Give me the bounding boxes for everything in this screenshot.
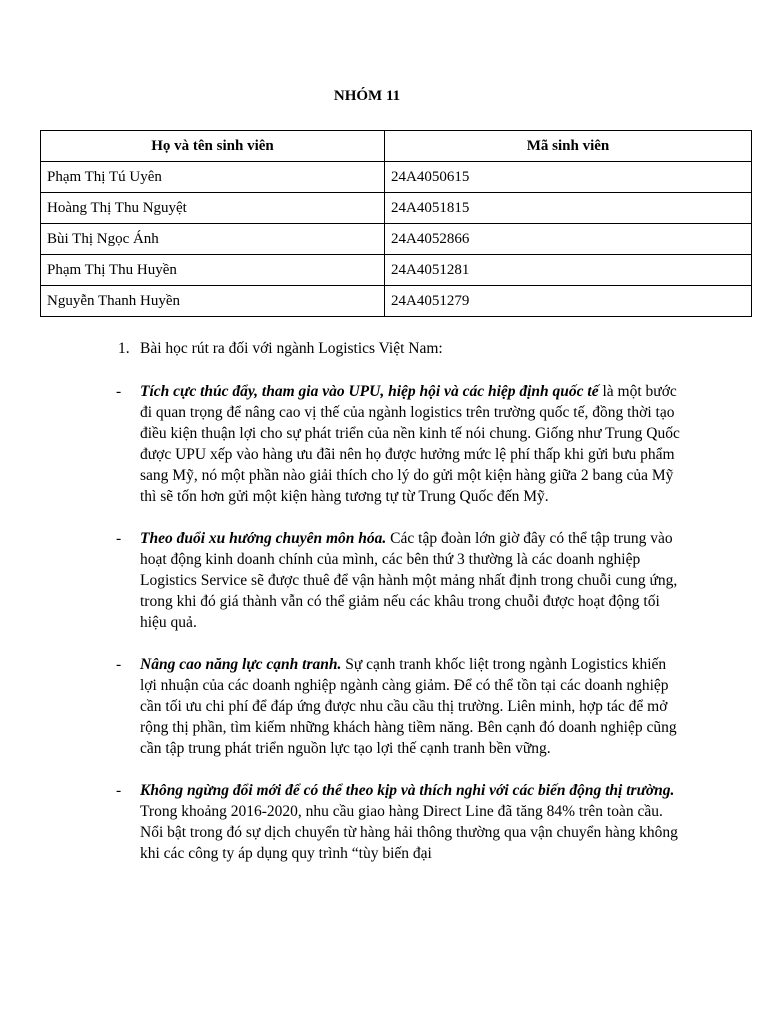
student-name-cell: Phạm Thị Thu Huyền	[41, 255, 385, 286]
student-name-cell: Nguyễn Thanh Huyền	[41, 286, 385, 317]
list-number: 1.	[118, 340, 130, 357]
bullet-item	[116, 780, 680, 864]
bullet-lead-text: Theo đuổi xu hướng chuyên môn hóa.	[140, 530, 387, 547]
table-row	[41, 193, 752, 224]
bullet-list	[116, 381, 680, 885]
student-id-cell: 24A4050615	[385, 162, 752, 193]
bullet-body-text: Trong khoảng 2016-2020, nhu cầu giao hàng Direct Line đã tăng 84% trên toàn cầu. Nổi bật trong đó sự dịch chuyển từ hàng hải thông thường qua vận chuyển hàng không khi các công ty áp dụng quy trình “tùy biến đại	[140, 803, 678, 862]
bullet-item	[116, 381, 680, 507]
table-row	[41, 286, 752, 317]
student-table	[40, 130, 752, 317]
bullet-lead-text: Nâng cao năng lực cạnh tranh.	[140, 656, 342, 673]
student-name-cell: Hoàng Thị Thu Nguyệt	[41, 193, 385, 224]
bullet-body-text: là một bước đi quan trọng để nâng cao vị thế của ngành logistics trên trường quốc tế, đồng thời tạo điều kiện thuận lợi cho sự phát triển của nền kinh tế nói chung. Giống như Trung Quốc được UPU xếp vào hàng ưu đãi nên họ được hưởng mức lệ phí thấp khi gửi bưu phẩm sang Mỹ, nó một phần nào giải thích cho lý do gửi một kiện hàng giữa 2 bang của Mỹ thì sẽ tốn hơn gửi một kiện hàng tương tự từ Trung Quốc đến Mỹ.	[140, 383, 680, 505]
bullet-lead-text: Không ngừng đổi mới để có thể theo kịp và thích nghi với các biến động thị trường.	[140, 782, 675, 799]
table-row	[41, 255, 752, 286]
header-student-id: Mã sinh viên	[385, 131, 752, 162]
bullet-body-text: Sự cạnh tranh khốc liệt trong ngành Logistics khiến lợi nhuận của các doanh nghiệp ngành càng giảm. Để có thể tồn tại các doanh nghiệp cần tối ưu chi phí để đáp ứng được nhu cầu cầu thị trường. Liên minh, hợp tác để mở rộng thị phần, tìm kiếm những khách hàng tiềm năng. Bên cạnh đó doanh nghiệp cũng cần tập trung phát triển nguồn lực tạo lợi thế cạnh tranh bền vững.	[140, 656, 677, 757]
section-heading: Bài học rút ra đối với ngành Logistics Việt Nam:	[140, 340, 443, 357]
header-student-name: Họ và tên sinh viên	[41, 131, 385, 162]
student-id-cell: 24A4051281	[385, 255, 752, 286]
table-row	[41, 224, 752, 255]
student-name-cell: Bùi Thị Ngọc Ánh	[41, 224, 385, 255]
student-id-cell: 24A4052866	[385, 224, 752, 255]
bullet-dash: -	[116, 656, 122, 673]
student-id-cell: 24A4051815	[385, 193, 752, 224]
document-title: NHÓM 11	[333, 88, 401, 104]
bullet-item	[116, 528, 680, 633]
student-id-cell: 24A4051279	[385, 286, 752, 317]
bullet-item	[116, 654, 680, 759]
table-header-row	[41, 131, 752, 162]
table-row	[41, 162, 752, 193]
bullet-body-text: Các tập đoàn lớn giờ đây có thể tập trung vào hoạt động kinh doanh chính của mình, các bên thứ 3 thường là các doanh nghiệp Logistics Service sẽ được thuê để vận hành một mảng nhất định trong chuỗi cung ứng, trong khi đó giá thành vẫn có thể giảm nếu các khâu trong chuỗi được hoạt động tối hiệu quả.	[140, 530, 678, 631]
bullet-lead-text: Tích cực thúc đẩy, tham gia vào UPU, hiệp hội và các hiệp định quốc tế	[140, 383, 599, 400]
bullet-dash: -	[116, 383, 122, 400]
bullet-dash: -	[116, 782, 122, 799]
bullet-dash: -	[116, 530, 122, 547]
student-name-cell: Phạm Thị Tú Uyên	[41, 162, 385, 193]
